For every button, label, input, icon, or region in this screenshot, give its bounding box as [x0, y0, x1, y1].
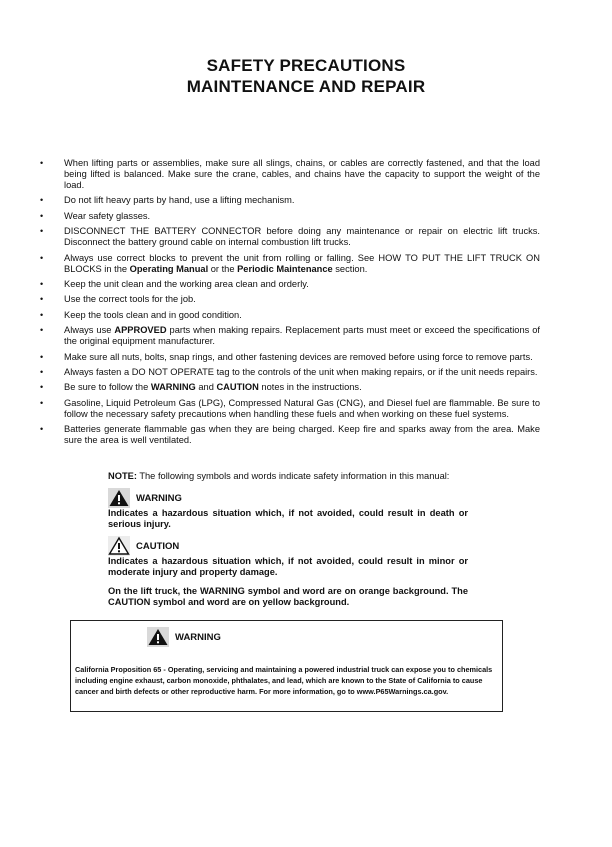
prop65-header	[147, 627, 221, 647]
list-item: • Keep the unit clean and the working area clean and orderly.	[40, 279, 540, 290]
symbol-colors-note: On the lift truck, the WARNING symbol and word are on orange background. The CAUTION symbol and word are on yellow background.	[108, 586, 468, 607]
page	[0, 55, 612, 847]
text: or the	[208, 263, 238, 274]
list-item: • Batteries generate flammable gas when they are being charged. Keep fire and sparks away from the area. Make sure the area is well ventilated.	[40, 424, 540, 446]
caution-label: CAUTION	[136, 540, 180, 552]
periodic-maintenance-ref: Periodic Maintenance	[237, 263, 333, 274]
precautions-list	[40, 158, 540, 450]
safety-symbols-note	[108, 471, 468, 608]
text: section.	[332, 263, 368, 274]
prop65-label: WARNING	[175, 631, 221, 643]
page-title	[0, 55, 612, 97]
caution-icon	[108, 536, 130, 556]
warning-icon	[108, 488, 130, 508]
list-item: • DISCONNECT THE BATTERY CONNECTOR before doing any maintenance or repair on electric lift trucks. Disconnect the battery ground cable on internal combustion lift trucks.	[40, 226, 540, 248]
note-label: NOTE:	[108, 471, 137, 481]
prop65-text: California Proposition 65 - Operating, servicing and maintaining a powered industrial truck can expose you to chemicals including engine exhaust, carbon monoxide, phthalates, and lead, which are known to the State of California to cause cancer and birth defects or other reproductive harm. For more information, go to www.P65Warnings.ca.gov.	[75, 665, 493, 696]
text: and	[195, 382, 217, 393]
operating-manual-ref: Operating Manual	[129, 263, 209, 274]
list-item	[40, 325, 540, 347]
list-item	[40, 253, 540, 275]
caution-symbol-row	[108, 536, 468, 556]
list-item: • Wear safety glasses.	[40, 211, 540, 222]
text: notes in the instructions.	[258, 382, 362, 393]
list-item: • Gasoline, Liquid Petroleum Gas (LPG), Compressed Natural Gas (CNG), and Diesel fuel are flammable. Be sure to follow the necessary safety precautions when handling these fuels and when working on these fuel systems.	[40, 398, 540, 420]
list-item: • Keep the tools clean and in good condition.	[40, 310, 540, 321]
text: Be sure to follow the	[64, 382, 151, 393]
list-item: • Do not lift heavy parts by hand, use a lifting mechanism.	[40, 195, 540, 206]
caution-description: Indicates a hazardous situation which, if not avoided, could result in minor or moderate injury and property damage.	[108, 556, 468, 577]
list-item: • Make sure all nuts, bolts, snap rings, and other fastening devices are removed before using force to remove parts.	[40, 352, 540, 363]
warning-label: WARNING	[136, 492, 182, 504]
warning-icon	[147, 627, 169, 647]
warning-symbol-row	[108, 488, 468, 508]
warning-emphasis: WARNING	[150, 382, 196, 393]
approved-emphasis: APPROVED	[114, 325, 167, 336]
text: Always use correct blocks to prevent the unit from rolling or falling. See HOW TO PUT THE LIFT TRUCK ON BLOCKS in the	[64, 252, 540, 274]
list-item: • When lifting parts or assemblies, make sure all slings, chains, or cables are correctly fastened, and that the load being lifted is balanced. Make sure the crane, cables, and chains have the capacity to support the weight of the load.	[40, 158, 540, 191]
title-line-1: SAFETY PRECAUTIONS	[206, 56, 406, 75]
note-text: The following symbols and words indicate safety information in this manual:	[136, 471, 450, 481]
text: Always use	[64, 325, 115, 336]
note-paragraph	[108, 471, 468, 482]
caution-emphasis: CAUTION	[216, 382, 259, 393]
title-line-2: MAINTENANCE AND REPAIR	[186, 77, 426, 96]
text: parts when making repairs. Replacement parts must meet or exceed the specifications of the original equipment manufacturer.	[64, 325, 540, 347]
list-item: • Always fasten a DO NOT OPERATE tag to the controls of the unit when making repairs, or if the unit needs repairs.	[40, 367, 540, 378]
list-item	[40, 382, 540, 393]
list-item: • Use the correct tools for the job.	[40, 294, 540, 305]
prop65-warning-box	[70, 620, 503, 712]
warning-description: Indicates a hazardous situation which, if not avoided, could result in death or serious injury.	[108, 508, 468, 529]
